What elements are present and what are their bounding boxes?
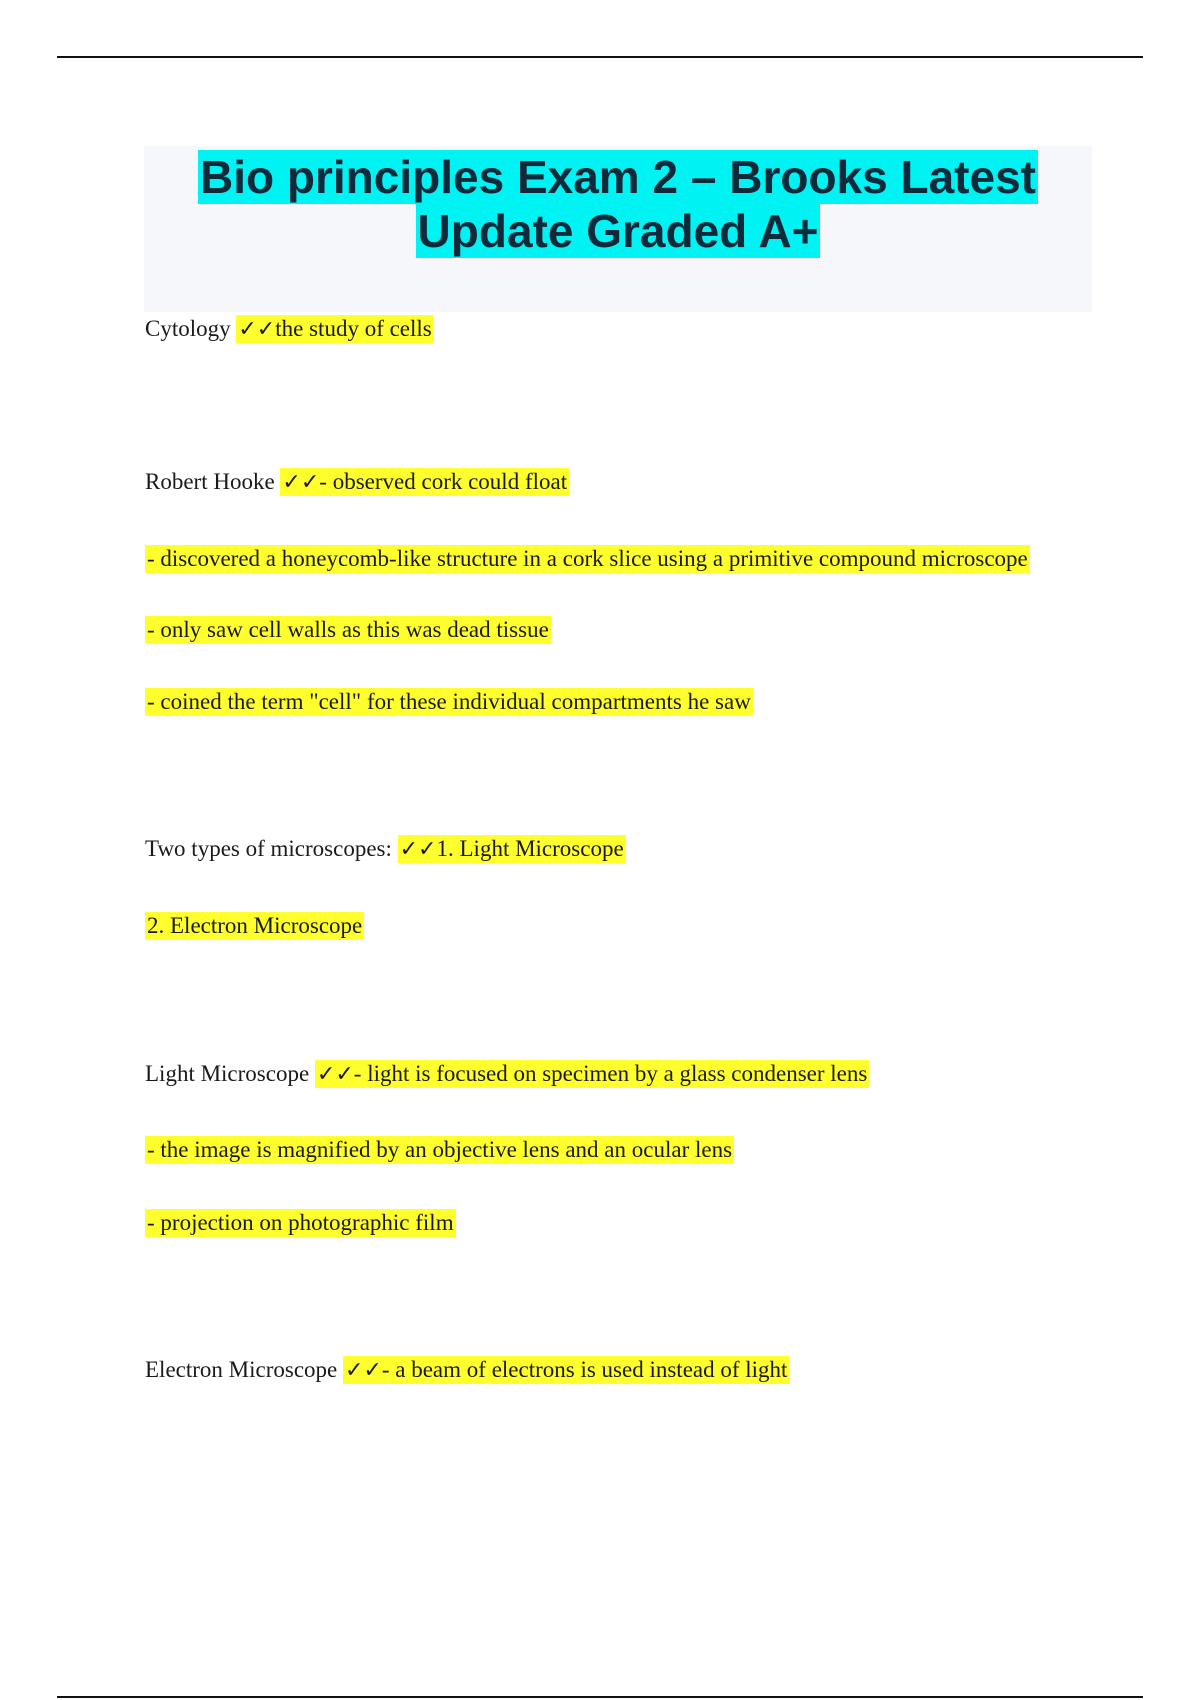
answer-highlight — [236, 315, 433, 343]
answer-highlight — [398, 835, 626, 863]
double-check-icon: ✓✓ — [344, 1358, 382, 1383]
definition-text: - a beam of electrons is used instead of light — [381, 1357, 788, 1382]
answer-highlight — [315, 1060, 869, 1088]
definition-continuation — [145, 688, 753, 716]
title-block — [144, 146, 1092, 312]
flashcard-cytology — [145, 315, 434, 344]
term-label: Two types of microscopes: — [145, 836, 398, 861]
answer-highlight — [343, 1356, 789, 1384]
definition-text: - light is focused on specimen by a glass condenser lens — [353, 1061, 868, 1086]
definition-text: the study of cells — [275, 316, 432, 341]
term-label: Cytology — [145, 316, 237, 341]
footer-rule — [57, 1696, 1143, 1698]
definition-continuation — [145, 545, 1030, 573]
definition-continuation — [145, 1136, 734, 1164]
definition-text: - coined the term "cell" for these individual compartments he saw — [147, 689, 751, 714]
definition-text: - the image is magnified by an objective lens and an ocular lens — [147, 1137, 733, 1162]
double-check-icon: ✓✓ — [282, 470, 320, 495]
definition-continuation — [145, 1209, 456, 1237]
double-check-icon: ✓✓ — [238, 317, 276, 342]
flashcard-electron-microscope — [145, 1356, 789, 1385]
definition-text: - observed cork could float — [319, 469, 568, 494]
document-title-line-2: Update Graded A+ — [417, 205, 819, 257]
definition-text: 2. Electron Microscope — [147, 913, 363, 938]
term-label: Robert Hooke — [145, 469, 281, 494]
term-label: Light Microscope — [145, 1061, 315, 1086]
definition-text: 1. Light Microscope — [436, 836, 624, 861]
flashcard-microscope-types — [145, 835, 626, 864]
answer-highlight — [280, 468, 569, 496]
definition-continuation — [145, 912, 364, 940]
document-title-line-1: Bio principles Exam 2 – Brooks Latest — [200, 151, 1036, 203]
definition-text: - discovered a honeycomb-like structure in a cork slice using a primitive compound microscope — [147, 546, 1028, 571]
double-check-icon: ✓✓ — [316, 1062, 354, 1087]
definition-text: - projection on photographic film — [147, 1210, 454, 1235]
flashcard-robert-hooke — [145, 468, 569, 497]
header-rule — [57, 56, 1143, 58]
term-label: Electron Microscope — [145, 1357, 343, 1382]
double-check-icon: ✓✓ — [399, 837, 437, 862]
definition-text: - only saw cell walls as this was dead tissue — [147, 617, 549, 642]
flashcard-light-microscope — [145, 1060, 869, 1089]
definition-continuation — [145, 616, 551, 644]
